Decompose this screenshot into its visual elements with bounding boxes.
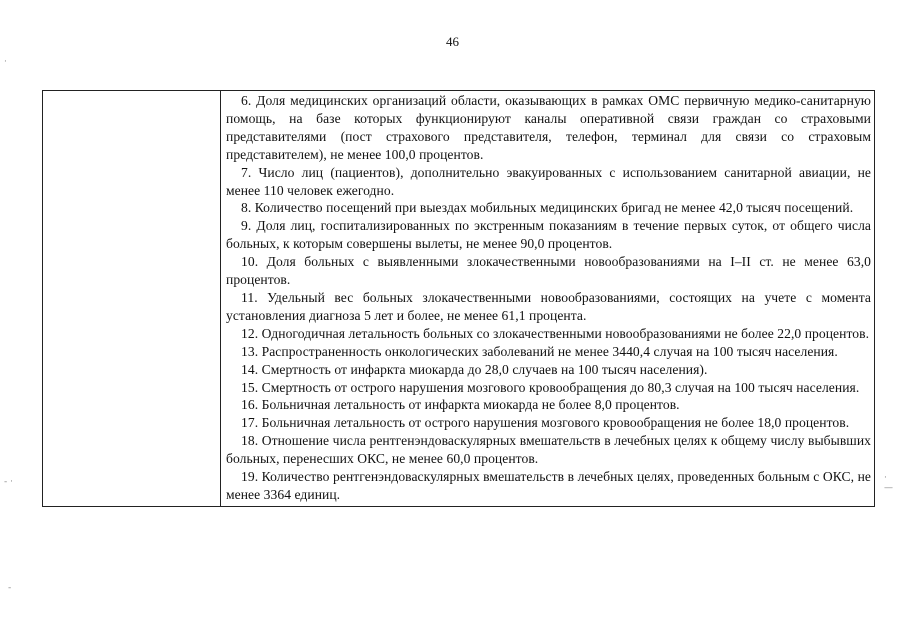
indicator-item-18: 18. Отношение числа рентгенэндоваскулярных вмешательств в лечебных целях к общему числу выбывших больных, перенесших ОКС, не менее 60,0 процентов.: [226, 433, 871, 467]
scan-margin-mark: —: [884, 483, 893, 493]
indicator-item-8: 8. Количество посещений при выездах мобильных медицинских бригад не менее 42,0 тысяч посещений.: [241, 200, 854, 216]
indicator-item-12: 12. Одногодичная летальность больных со злокачественными новообразованиями не более 22,0 процентов.: [241, 325, 870, 341]
indicator-item-9: 9. Доля лиц, госпитализированных по экстренным показаниям в течение первых суток, от общего числа больных, к которым совершены вылеты, не менее 90,0 процентов.: [226, 218, 871, 252]
indicator-item-7: 7. Число лиц (пациентов), дополнительно эвакуированных с использованием санитарной авиации, не менее 110 человек ежегодно.: [226, 164, 871, 198]
indicator-item-15: 15. Смертность от острого нарушения мозгового кровообращения до 80,3 случая на 100 тысяч населения.: [241, 379, 860, 395]
page-number: 46: [446, 34, 459, 49]
indicator-item-10: 10. Доля больных с выявленными злокачественными новообразованиями на I–II ст. не менее 63,0 процентов.: [226, 254, 871, 288]
scan-margin-mark: -: [8, 583, 12, 593]
indicator-item-19: 19. Количество рентгенэндоваскулярных вмешательств в лечебных целях, проведенных больным с ОКС, не менее 3364 единиц.: [226, 469, 871, 502]
scan-margin-mark: - ·: [4, 477, 13, 487]
scan-margin-mark: ·: [884, 473, 887, 483]
indicator-item-16: 16. Больничная летальность от инфаркта миокарда не более 8,0 процентов.: [241, 397, 680, 413]
scan-margin-mark: ·: [4, 57, 7, 67]
indicator-item-17: 17. Больничная летальность от острого нарушения мозгового кровообращения не более 18,0 процентов.: [241, 415, 850, 431]
empty-left-cell: [43, 91, 221, 507]
indicator-item-14: 14. Смертность от инфаркта миокарда до 28,0 случаев на 100 тысяч населения).: [241, 361, 708, 377]
table-row: [43, 91, 875, 507]
indicator-item-6: 6. Доля медицинских организаций области, оказывающих в рамках ОМС первичную медико-санитарную помощь, на базе которых функционируют каналы оперативной связи граждан со страховыми представителями (пост страхового представителя, телефон, терминал для связи со страховым представителем), не менее 100,0 процентов.: [226, 93, 871, 162]
indicator-item-13: 13. Распространенность онкологических заболеваний не менее 3440,4 случая на 100 тысяч населения.: [241, 343, 838, 359]
indicators-cell: [221, 91, 875, 507]
indicators-table: [42, 90, 875, 507]
indicator-item-11: 11. Удельный вес больных злокачественными новообразованиями, состоящих на учете с момента установления диагноза 5 лет и более, не менее 61,1 процента.: [226, 289, 871, 323]
